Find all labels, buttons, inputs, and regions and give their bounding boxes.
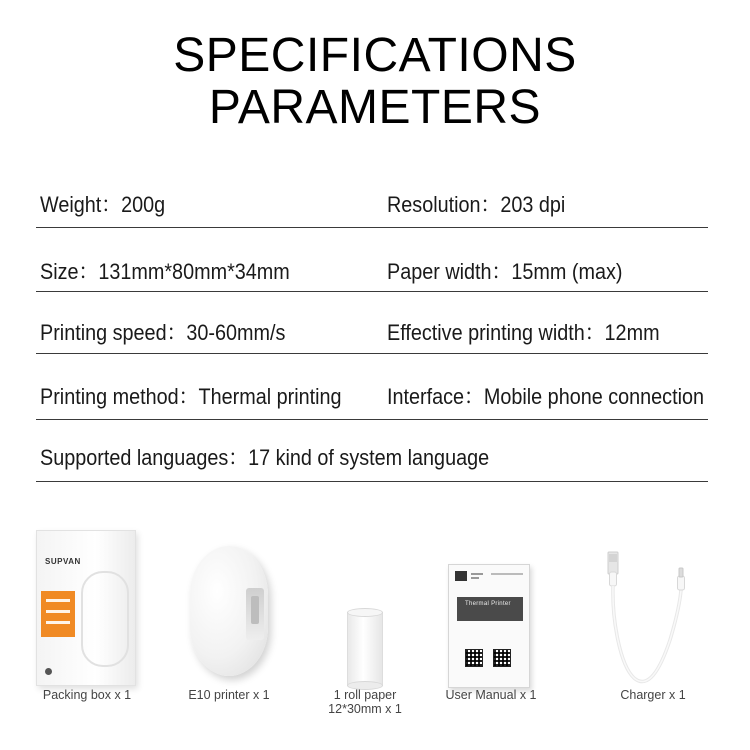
spec-value: 17 kind of system language: [248, 445, 490, 470]
user-manual-caption: User Manual x 1: [445, 688, 537, 702]
spec-resolution: [387, 188, 565, 219]
package-contents: [0, 520, 750, 750]
roll-paper-image: [347, 608, 383, 690]
printer-caption: E10 printer x 1: [188, 688, 270, 702]
roll-paper-caption: [308, 688, 422, 716]
spec-row-5: [36, 420, 708, 482]
packing-box-image: [36, 530, 136, 686]
spec-label: Effective printing width：: [387, 320, 605, 345]
roll-paper-caption-line-1: 1 roll paper: [333, 688, 397, 702]
box-orange-label: [41, 591, 75, 637]
spec-supported-languages: [40, 441, 489, 472]
spec-value: 15mm (max): [511, 259, 623, 284]
spec-weight: [40, 188, 165, 219]
spec-value: 200g: [121, 192, 166, 217]
spec-value: 30-60mm/s: [186, 320, 286, 345]
manual-logo: [455, 571, 467, 581]
spec-value: 131mm*80mm*34mm: [98, 259, 290, 284]
spec-printing-method: [40, 380, 342, 411]
spec-value: 203 dpi: [500, 192, 566, 217]
spec-label: Interface：: [387, 384, 484, 409]
spec-label: Paper width：: [387, 259, 512, 284]
spec-value: 12mm: [604, 320, 660, 345]
title-line-1: SPECIFICATIONS: [173, 29, 577, 82]
title-line-2: PARAMETERS: [208, 81, 542, 134]
qr-code-icon: [465, 649, 483, 667]
spec-interface: [387, 380, 704, 411]
spec-label: Printing speed：: [40, 320, 187, 345]
packing-box-caption: Packing box x 1: [42, 688, 132, 702]
spec-label: Supported languages：: [40, 445, 249, 470]
spec-label: Weight：: [40, 192, 122, 217]
spec-row-1: [36, 170, 708, 228]
spec-label: Size：: [40, 259, 99, 284]
spec-row-4: [36, 354, 708, 420]
printer-slot: [246, 588, 264, 640]
spec-value: Mobile phone connection: [483, 384, 705, 409]
box-brand-logo: SUPVAN: [45, 557, 81, 566]
spec-paper-width: [387, 255, 622, 286]
spec-label: Printing method：: [40, 384, 199, 409]
qr-code-icon: [493, 649, 511, 667]
user-manual-image: [448, 564, 530, 688]
printer-image: [190, 546, 268, 676]
box-dot-icon: [45, 668, 52, 675]
spec-effective-printing-width: [387, 316, 660, 347]
spec-value: Thermal printing: [198, 384, 342, 409]
spec-row-3: [36, 292, 708, 354]
manual-cover-text: Thermal Printer: [465, 601, 511, 607]
manual-cover-band: [457, 597, 523, 621]
spec-size: [40, 255, 290, 286]
spec-row-2: [36, 228, 708, 292]
charger-caption: Charger x 1: [620, 688, 686, 702]
spec-printing-speed: [40, 316, 285, 347]
spec-label: Resolution：: [387, 192, 501, 217]
page-title: [0, 30, 750, 134]
charger-cable-image: [600, 550, 710, 690]
box-oval-graphic: [81, 571, 129, 667]
roll-paper-caption-line-2: 12*30mm x 1: [328, 702, 402, 716]
